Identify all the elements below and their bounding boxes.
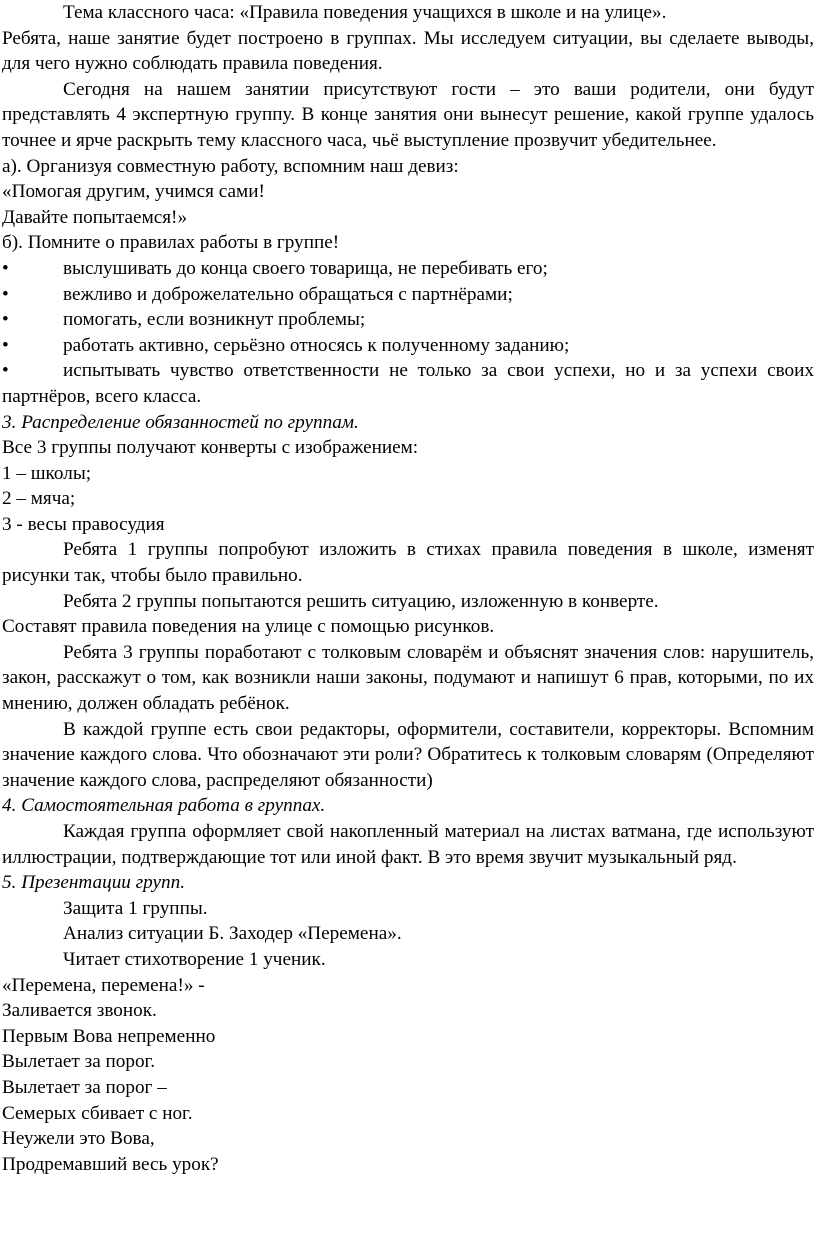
bullet-mark: • (2, 360, 9, 382)
list-item-text: выслушивать до конца своего товарища, не перебивать его; (63, 257, 548, 279)
poem-line: Неужели это Вова, (2, 1128, 155, 1150)
bullet-mark: • (2, 283, 9, 305)
poem-line: Вылетает за порог – (2, 1076, 167, 1098)
section-heading-5: 5. Презентации групп. (2, 872, 186, 894)
envelope-2: 2 – мяча; (2, 488, 76, 510)
rules-intro: б). Помните о правилах работы в группе! (2, 232, 340, 254)
roles-paragraph: В каждой группе есть свои редакторы, оформители, составители, корректоры. Вспомним значение каждого слова. Что обозначают эти роли? Обратитесь к толковым словарям (Определяют значение каждого слова, распределяют обязанности) (2, 718, 814, 791)
group-2-task: Ребята 2 группы попытаются решить ситуацию, изложенную в конверте. (63, 590, 659, 612)
list-item (2, 282, 814, 308)
intro-paragraph: Ребята, наше занятие будет построено в группах. Мы исследуем ситуации, вы сделаете выводы, для чего нужно соблюдать правила поведения. (2, 27, 814, 75)
bullet-mark: • (2, 257, 9, 279)
guests-paragraph: Сегодня на нашем занятии присутствуют гости – это ваши родители, они будут представлять 4 экспертную группу. В конце занятия они вынесут решение, какой группе удалось точнее и ярче раскрыть тему классного часа, чьё выступление прозвучит убедительнее. (2, 78, 814, 151)
list-item (2, 256, 814, 282)
group-2-task-cont: Составят правила поведения на улице с помощью рисунков. (2, 616, 495, 638)
poem (2, 973, 814, 1178)
envelope-3: 3 - весы правосудия (2, 513, 165, 535)
envelopes-paragraph: Все 3 группы получают конверты с изображением: (2, 437, 419, 459)
list-item-text: вежливо и доброжелательно обращаться с партнёрами; (63, 283, 513, 305)
poem-line: Вылетает за порог. (2, 1051, 156, 1073)
motto-intro: а). Организуя совместную работу, вспомним наш девиз: (2, 155, 459, 177)
motto-line-2: Давайте попытаемся!» (2, 206, 188, 228)
group-1-task: Ребята 1 группы попробуют изложить в стихах правила поведения в школе, изменят рисунки так, чтобы было правильно. (2, 539, 814, 587)
list-item-text-line-2: партнёров, всего класса. (2, 385, 202, 407)
list-item (2, 333, 814, 359)
situation-analysis: Анализ ситуации Б. Заходер «Перемена». (63, 923, 402, 945)
poem-line: «Перемена, перемена!» - (2, 974, 205, 996)
poem-line: Заливается звонок. (2, 1000, 157, 1022)
motto-line-1: «Помогая другим, учимся сами! (2, 181, 265, 203)
document-page (2, 0, 814, 1177)
lesson-topic: Тема классного часа: «Правила поведения учащихся в школе и на улице». (63, 2, 667, 23)
poem-line: Семерых сбивает с ног. (2, 1102, 193, 1124)
bullet-mark: • (2, 334, 9, 356)
list-item (2, 358, 814, 409)
envelope-1: 1 – школы; (2, 462, 92, 484)
list-item (2, 307, 814, 333)
bullet-mark: • (2, 309, 9, 331)
poem-reader: Читает стихотворение 1 ученик. (63, 948, 326, 970)
section-heading-3: 3. Распределение обязанностей по группам. (2, 411, 359, 433)
group-work-paragraph: Каждая группа оформляет свой накопленный материал на листах ватмана, где используют иллюстрации, подтверждающие тот или иной факт. В это время звучит музыкальный ряд. (2, 821, 814, 868)
poem-line: Продремавший весь урок? (2, 1153, 219, 1175)
poem-line: Первым Вова непременно (2, 1025, 216, 1047)
group-3-task: Ребята 3 группы поработают с толковым словарём и объяснят значения слов: нарушитель, закон, расскажут о том, как возникли наши законы, подумают и напишут 6 прав, которыми, по их мнению, должен обладать ребёнок. (2, 641, 814, 715)
section-heading-4: 4. Самостоятельная работа в группах. (2, 795, 326, 817)
group-1-defense: Защита 1 группы. (63, 897, 208, 919)
list-item-text: помогать, если возникнут проблемы; (63, 309, 366, 331)
list-item-text: работать активно, серьёзно относясь к полученному заданию; (63, 334, 570, 356)
list-item-text-line-1: испытывать чувство ответственности не только за свои успехи, но и за успехи своих (63, 360, 814, 382)
